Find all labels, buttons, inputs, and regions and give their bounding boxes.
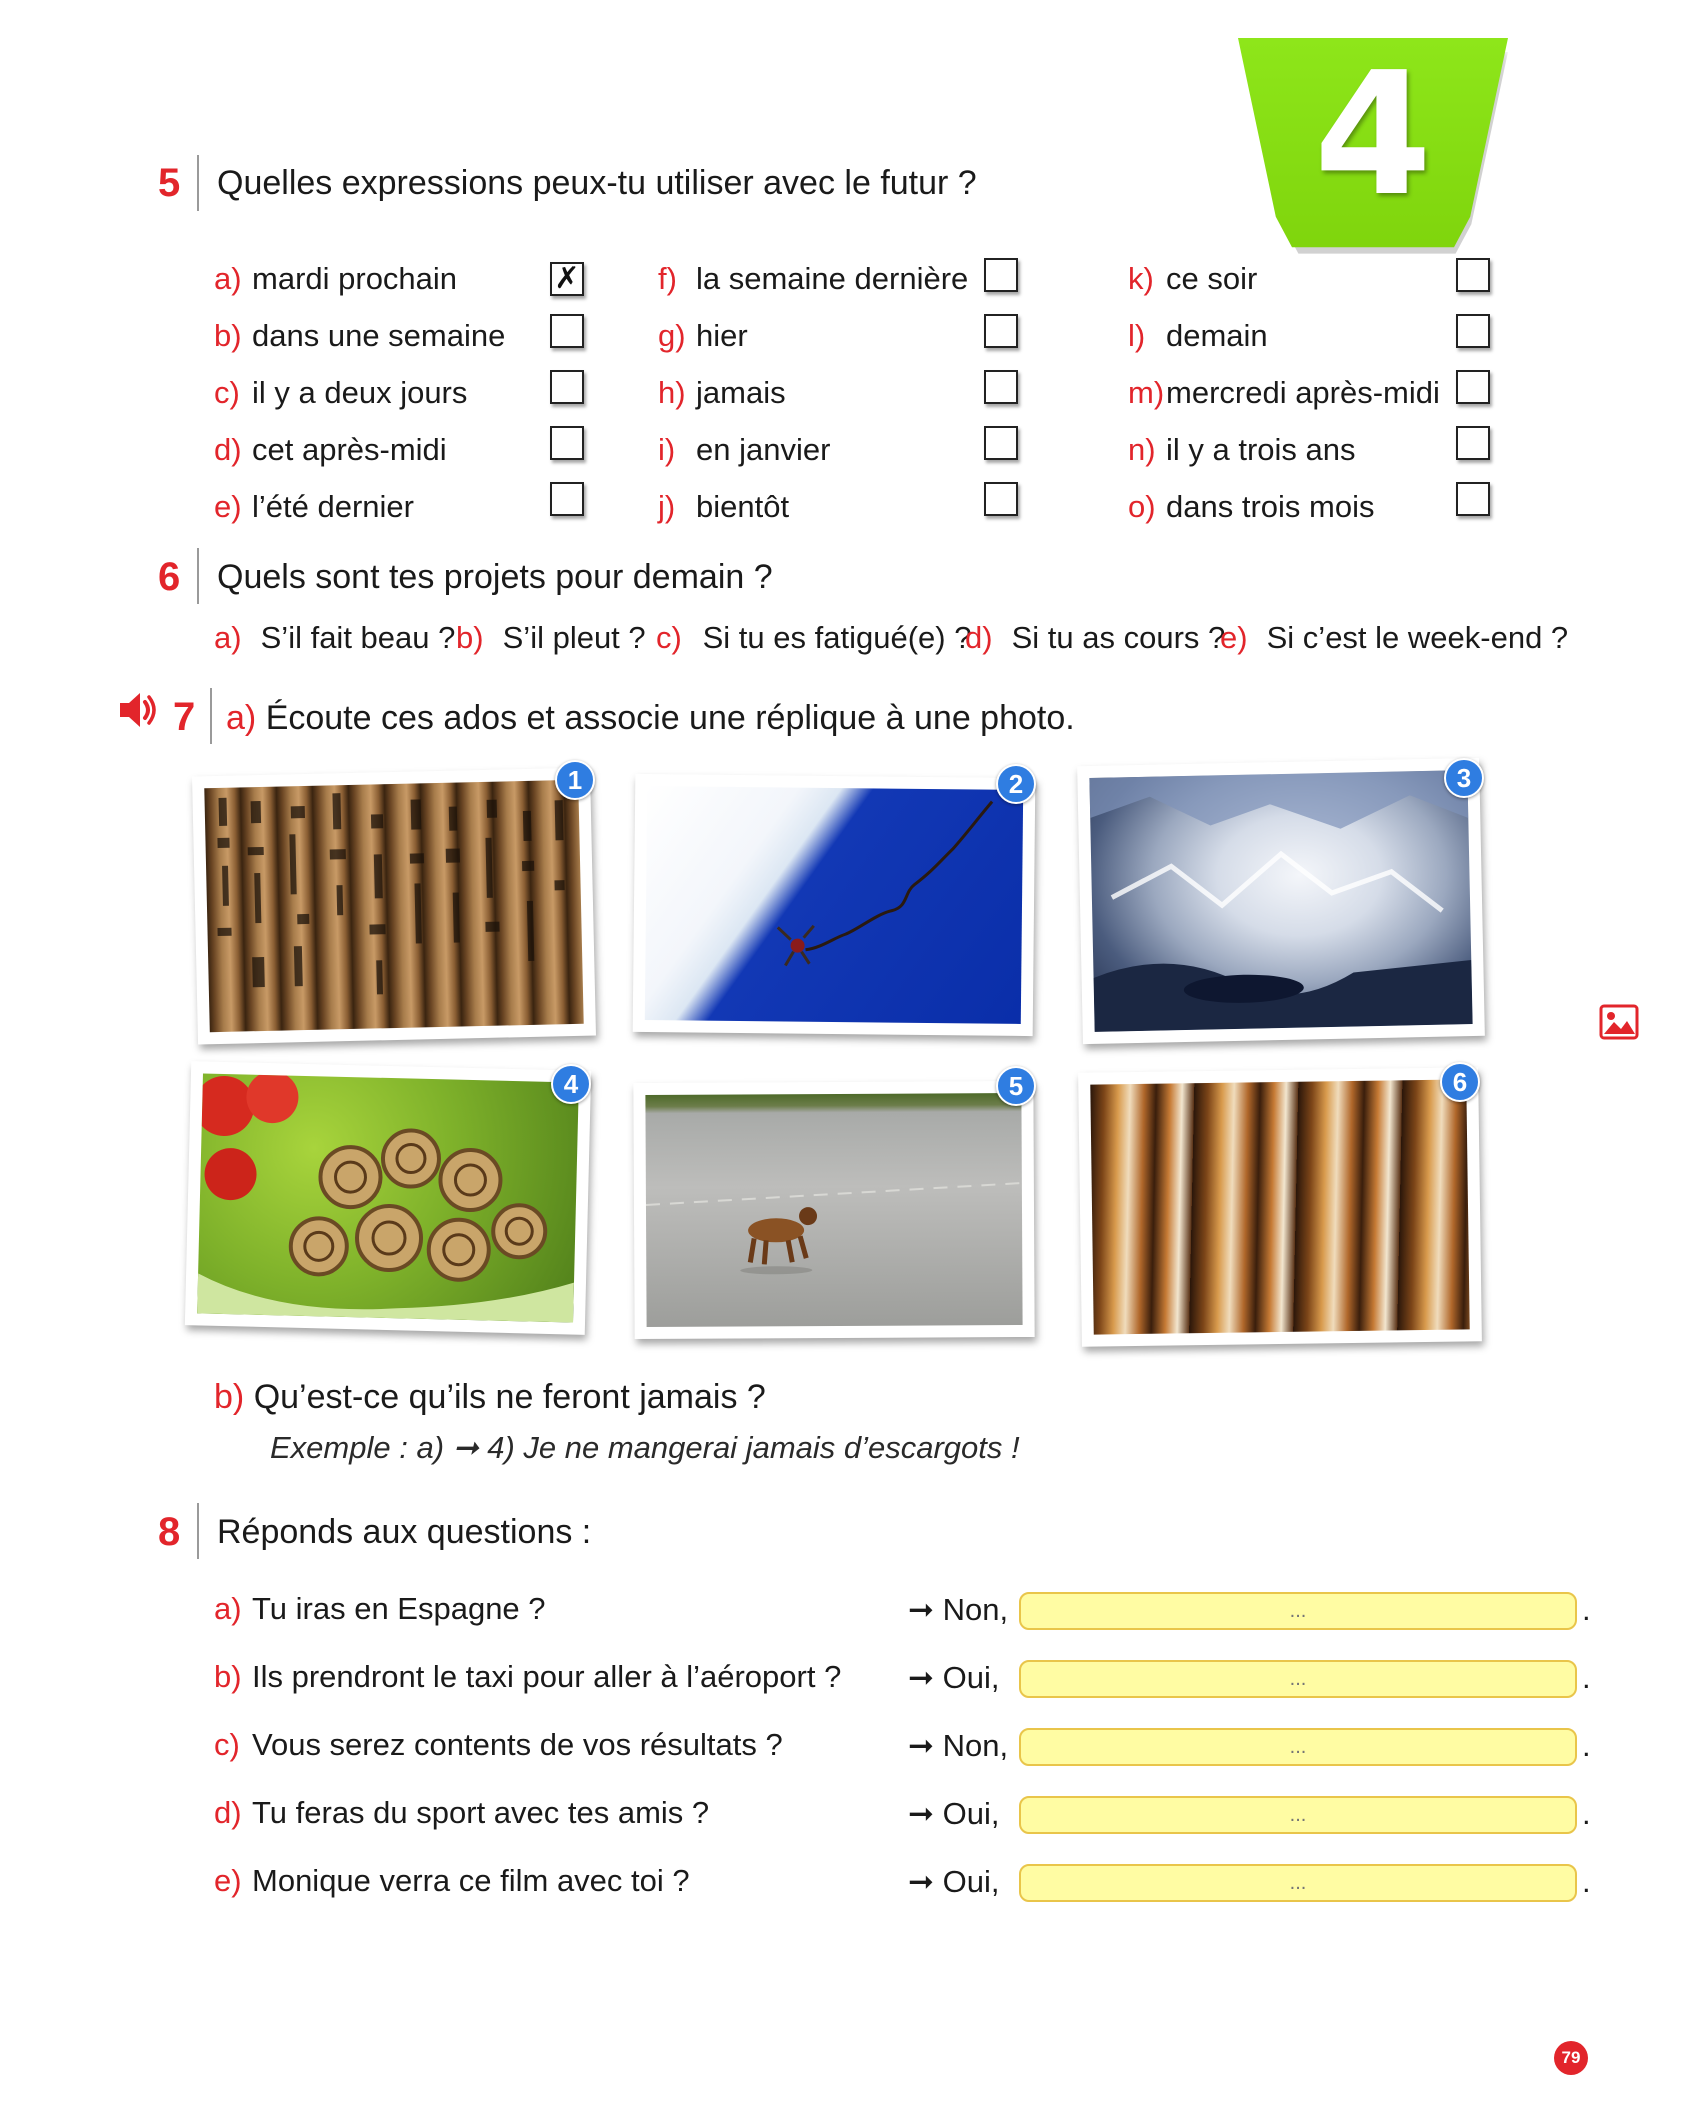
ex8-question-d: d) Tu feras du sport avec tes amis ? (214, 1795, 710, 1830)
ex5-checkbox-c[interactable] (550, 370, 584, 404)
ex5-item-e: e) l’été dernier (214, 489, 414, 524)
exercise-7b-example: Exemple : a) ➞ 4) Je ne mangerai jamais d’escargots ! (270, 1430, 1020, 1465)
ex5-checkbox-b[interactable] (550, 314, 584, 348)
ex8-answer-field-d[interactable] (1019, 1796, 1577, 1834)
ex5-item-b: b) dans une semaine (214, 318, 506, 353)
ex5-item-d: d) cet après-midi (214, 432, 447, 467)
ex5-checkbox-d[interactable] (550, 426, 584, 460)
photo-3-snowy-mountains[interactable] (1077, 758, 1485, 1044)
ex5-checkbox-m[interactable] (1456, 370, 1490, 404)
exercise-6-divider (197, 548, 199, 604)
ex5-item-g: g) hier (658, 318, 748, 353)
ex8-answer-start-a: ➞ Non, (908, 1592, 1009, 1627)
exercise-7-divider (210, 688, 212, 744)
ex8-answer-field-c[interactable] (1019, 1728, 1577, 1766)
photo-5-image (645, 1093, 1022, 1327)
exercise-7b-title: b) Qu’est-ce qu’ils ne feront jamais ? (214, 1378, 766, 1416)
photo-1-badge: 1 (555, 760, 595, 800)
ex5-checkbox-j[interactable] (984, 482, 1018, 516)
photo-6-image (1090, 1079, 1469, 1334)
photo-4-snails[interactable] (185, 1061, 591, 1335)
ex8-answer-field-a[interactable] (1019, 1592, 1577, 1630)
ex8-period-e: . (1582, 1864, 1591, 1899)
ex5-item-c: c) il y a deux jours (214, 375, 468, 410)
ex5-item-k: k) ce soir (1128, 261, 1258, 296)
ex8-question-b: b) Ils prendront le taxi pour aller à l’aéroport ? (214, 1659, 842, 1694)
ex5-checkbox-n[interactable] (1456, 426, 1490, 460)
ex5-checkbox-i[interactable] (984, 426, 1018, 460)
photo-1-image (204, 780, 583, 1032)
photo-6-fur-pelts[interactable] (1078, 1067, 1482, 1347)
ex6-item-b: b) S’il pleut ? (456, 620, 646, 655)
ex5-item-a: a) mardi prochain (214, 261, 458, 296)
ex8-answer-start-c: ➞ Non, (908, 1728, 1009, 1763)
photo-5-dog-crossing-road[interactable] (633, 1081, 1034, 1339)
exercise-8-title: Réponds aux questions : (217, 1513, 592, 1551)
ex8-period-d: . (1582, 1796, 1591, 1831)
ex5-checkbox-o[interactable] (1456, 482, 1490, 516)
ex6-item-e: e) Si c’est le week-end ? (1220, 620, 1569, 655)
exercise-8-divider (197, 1503, 199, 1559)
ex5-checkbox-a[interactable]: ✗ (550, 262, 584, 296)
ex5-checkbox-l[interactable] (1456, 314, 1490, 348)
bungee-cord (645, 786, 1023, 1024)
ex5-checkbox-f[interactable] (984, 258, 1018, 292)
photo-2-badge: 2 (996, 764, 1036, 804)
ex5-item-n: n) il y a trois ans (1128, 432, 1356, 467)
unit-number: 4 (1313, 36, 1433, 234)
exercise-8-number: 8 (158, 1510, 181, 1554)
photo-2-image (645, 786, 1023, 1024)
ex5-item-o: o) dans trois mois (1128, 489, 1375, 524)
exercise-7-number: 7 (173, 695, 196, 739)
ex6-item-a: a) S’il fait beau ? (214, 620, 456, 655)
ex5-item-h: h) jamais (658, 375, 786, 410)
mountain-ridges (1089, 770, 1472, 1032)
exercise-6-title: Quels sont tes projets pour demain ? (217, 558, 773, 596)
ex8-answer-start-d: ➞ Oui, (908, 1796, 1000, 1831)
snails-and-tomatoes (197, 1073, 579, 1322)
ex5-checkbox-g[interactable] (984, 314, 1018, 348)
page-number: 79 (1554, 2041, 1588, 2075)
exercise-5-title: Quelles expressions peux-tu utiliser avec le futur ? (217, 164, 977, 202)
ex8-answer-start-e: ➞ Oui, (908, 1864, 1000, 1899)
ex6-item-c: c) Si tu es fatigué(e) ? (656, 620, 972, 655)
exercise-6-number: 6 (158, 555, 181, 599)
ex8-answer-field-e[interactable] (1019, 1864, 1577, 1902)
ex5-item-i: i) en janvier (658, 432, 831, 467)
exercise-7a-title: a) Écoute ces ados et associe une réplique à une photo. (226, 699, 1075, 737)
photo-3-image (1089, 770, 1472, 1032)
ex5-item-j: j) bientôt (658, 489, 790, 524)
ex8-period-a: . (1582, 1592, 1591, 1627)
photo-4-badge: 4 (551, 1064, 591, 1104)
exercise-5-number: 5 (158, 161, 181, 205)
ex8-question-c: c) Vous serez contents de vos résultats ? (214, 1727, 783, 1762)
photo-6-badge: 6 (1440, 1062, 1480, 1102)
photo-1-wooden-tablets[interactable] (192, 768, 596, 1045)
image-gallery-icon[interactable] (1599, 1004, 1639, 1040)
ex8-question-a: a) Tu iras en Espagne ? (214, 1591, 546, 1626)
ex5-item-m: m)mercredi après-midi (1128, 375, 1440, 410)
ex5-item-l: l) demain (1128, 318, 1268, 353)
ex8-answer-field-b[interactable] (1019, 1660, 1577, 1698)
ex8-period-c: . (1582, 1728, 1591, 1763)
photo-3-badge: 3 (1444, 758, 1484, 798)
photo-5-badge: 5 (996, 1066, 1036, 1106)
ex5-checkbox-k[interactable] (1456, 258, 1490, 292)
ex8-question-e: e) Monique verra ce film avec toi ? (214, 1863, 690, 1898)
photo-4-image (197, 1073, 579, 1322)
speaker-icon[interactable] (118, 690, 158, 730)
ex6-item-d: d) Si tu as cours ? (965, 620, 1226, 655)
ex5-checkbox-h[interactable] (984, 370, 1018, 404)
dog-on-road (645, 1093, 1022, 1327)
ex5-item-f: f) la semaine dernière (658, 261, 969, 296)
photo-2-bungee-jump[interactable] (633, 774, 1036, 1036)
ex5-checkbox-e[interactable] (550, 482, 584, 516)
exercise-5-divider (197, 155, 199, 211)
calligraphy-marks (204, 780, 583, 1032)
ex8-answer-start-b: ➞ Oui, (908, 1660, 1000, 1695)
ex8-period-b: . (1582, 1660, 1591, 1695)
